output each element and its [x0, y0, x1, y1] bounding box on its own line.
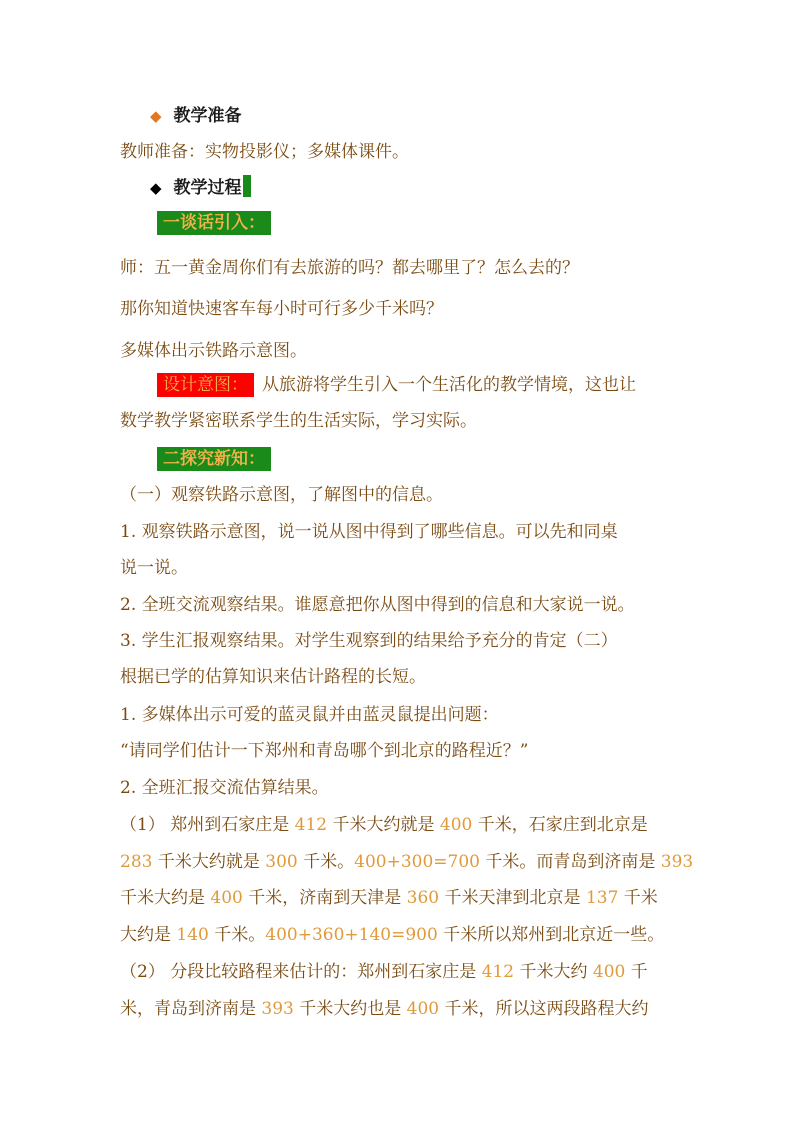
design-line-a	[157, 373, 687, 397]
step-line-8: “请同学们估计一下郑州和青岛哪个到北京的路程近？”	[120, 741, 529, 761]
number-run: 393	[660, 852, 694, 872]
text-run: 千米大约也是	[293, 999, 407, 1019]
number-run: 393	[261, 999, 294, 1019]
text-run: 千米所以郑州到北京近一些。	[437, 925, 665, 945]
step-line-5: 3. 学生汇报观察结果。对学生观察到的结果给予充分的肯定（二）	[120, 631, 618, 651]
teacher-prep-line: 教师准备：实物投影仪；多媒体课件。	[120, 142, 409, 162]
number-run: 137	[585, 888, 619, 908]
heading-process	[150, 175, 710, 200]
text-run: 千米	[618, 888, 658, 908]
number-run: 412	[294, 815, 328, 835]
text-run: 千	[625, 962, 648, 982]
number-run: 400	[210, 888, 243, 908]
text-run: 千米，济南到天津是	[242, 888, 407, 908]
diamond-icon: ◆	[150, 107, 162, 125]
text-run: 千米天津到北京是	[439, 888, 586, 908]
text-run: 千米，石家庄到北京是	[472, 815, 648, 835]
heading-process-label: 教学过程	[173, 178, 242, 198]
step-line-7: 1. 多媒体出示可爱的蓝灵鼠并由蓝灵鼠提出问题：	[120, 705, 499, 725]
text-run: 千米。	[297, 852, 355, 872]
text-run: （2） 分段比较路程来估计的：郑州到石家庄是	[120, 962, 482, 982]
text-run: 千米。而青岛到济南是	[479, 852, 661, 872]
text-run: （1） 郑州到石家庄是	[120, 815, 295, 835]
step-line-4: 2. 全班交流观察结果。谁愿意把你从图中得到的信息和大家说一说。	[120, 595, 635, 615]
number-run: 283	[120, 852, 153, 872]
step-line-1: （一）观察铁路示意图，了解图中的信息。	[120, 485, 443, 505]
number-run: 140	[176, 925, 209, 945]
number-run: 400	[592, 962, 626, 982]
heading-prep	[150, 104, 710, 128]
number-run: 400	[439, 815, 473, 835]
question-line-2: 那你知道快速客车每小时可行多少千米吗？	[120, 299, 443, 319]
step-line-2: 1. 观察铁路示意图，说一说从图中得到了哪些信息。可以先和同桌	[120, 522, 618, 542]
text-run: 米，青岛到济南是	[120, 999, 262, 1019]
heading-prep-label: 教学准备	[173, 106, 242, 126]
design-text-a: 从旅游将学生引入一个生活化的教学情境，这也让	[262, 375, 636, 395]
number-run: 400	[406, 999, 440, 1019]
text-run: 千米。	[208, 925, 266, 945]
step-line-9: 2. 全班汇报交流估算结果。	[120, 778, 329, 798]
highlight-mark	[243, 175, 251, 197]
text-run: 大约是	[120, 925, 177, 945]
number-run: 400+360+140=900	[265, 925, 438, 945]
explore-tag: 二探究新知：	[157, 447, 271, 471]
calc-line-2	[120, 850, 694, 874]
calc-line-6	[120, 997, 680, 1021]
question-line-3: 多媒体出示铁路示意图。	[120, 341, 307, 361]
number-run: 360	[406, 888, 440, 908]
diamond-icon: ◆	[150, 179, 162, 197]
calc-line-1	[120, 813, 680, 837]
calc-line-4	[120, 923, 680, 947]
number-run: 412	[481, 962, 515, 982]
step-line-6: 根据已学的估算知识来估计路程的长短。	[120, 667, 426, 687]
step-line-3: 说一说。	[120, 558, 188, 578]
calc-line-3	[120, 886, 680, 910]
explore-tag-line	[157, 447, 717, 471]
number-run: 400+300=700	[354, 852, 480, 872]
design-line-b: 数学教学紧密联系学生的生活实际，学习实际。	[120, 411, 477, 431]
text-run: 千米大约是	[120, 888, 211, 908]
calc-line-5	[120, 960, 680, 984]
text-run: 千米大约就是	[327, 815, 440, 835]
text-run: 千米，所以这两段路程大约	[439, 999, 649, 1019]
question-line-1: 师：五一黄金周你们有去旅游的吗？都去哪里了？怎么去的？	[120, 258, 579, 278]
intro-tag: 一谈话引入：	[157, 211, 271, 235]
text-run: 千米大约就是	[152, 852, 266, 872]
intro-tag-line	[157, 211, 717, 235]
text-run: 千米大约	[514, 962, 593, 982]
number-run: 300	[265, 852, 298, 872]
design-tag: 设计意图：	[157, 373, 254, 397]
